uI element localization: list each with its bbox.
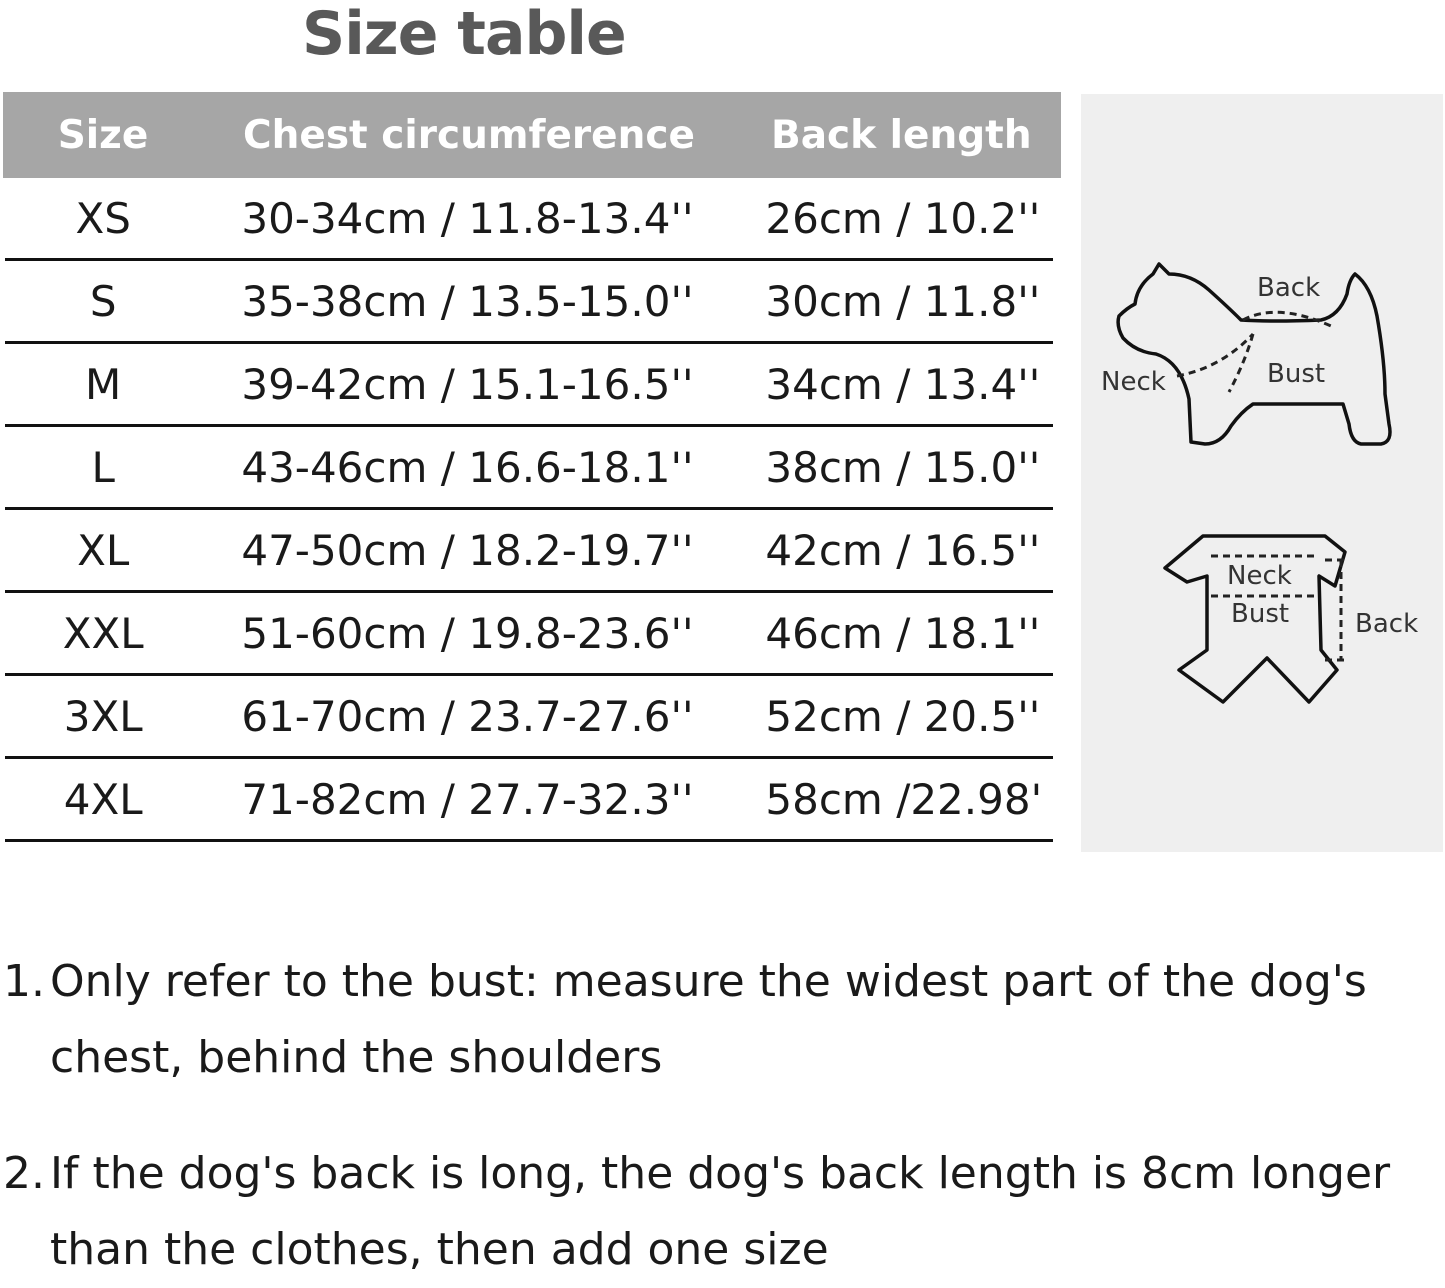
table-row — [5, 676, 1053, 759]
back-length-cell: 26cm / 10.2'' — [765, 193, 1041, 243]
back-length-cell: 46cm / 18.1'' — [765, 608, 1041, 658]
size-table — [3, 92, 1061, 842]
table-body — [3, 178, 1061, 842]
dog-outline-icon — [1118, 264, 1390, 444]
dog-neck-label: Neck — [1101, 367, 1166, 397]
size-cell: L — [91, 442, 115, 492]
note-1-line1: Only refer to the bust: measure the widest part of the dog's — [50, 956, 1367, 1007]
table-row — [5, 261, 1053, 344]
garment-neck-label: Neck — [1227, 561, 1292, 591]
back-length-cell: 30cm / 11.8'' — [765, 276, 1041, 326]
table-row — [5, 178, 1053, 261]
page-title: Size table — [302, 0, 626, 69]
chest-cell: 35-38cm / 13.5-15.0'' — [241, 276, 694, 326]
chest-cell: 47-50cm / 18.2-19.7'' — [241, 525, 694, 575]
size-cell: 4XL — [63, 774, 143, 824]
back-length-cell: 38cm / 15.0'' — [765, 442, 1041, 492]
table-header — [3, 92, 1061, 178]
header-chest: Chest circumference — [243, 112, 695, 158]
note-1-line2: chest, behind the shoulders — [50, 1032, 663, 1083]
note-1 — [3, 944, 1367, 1096]
note-2-line2: than the clothes, then add one size — [50, 1224, 829, 1275]
back-length-cell: 52cm / 20.5'' — [765, 691, 1041, 741]
chest-cell: 39-42cm / 15.1-16.5'' — [241, 359, 694, 409]
size-cell: XL — [77, 525, 130, 575]
bust-measure-line — [1229, 334, 1253, 392]
size-cell: XXL — [62, 608, 144, 658]
size-cell: 3XL — [63, 691, 143, 741]
chest-cell: 61-70cm / 23.7-27.6'' — [241, 691, 694, 741]
neck-measure-line — [1177, 334, 1253, 376]
note-1-number: 1. — [3, 956, 45, 1007]
size-cell: M — [85, 359, 122, 409]
table-row — [5, 427, 1053, 510]
chest-cell: 30-34cm / 11.8-13.4'' — [241, 193, 694, 243]
back-length-cell: 42cm / 16.5'' — [765, 525, 1041, 575]
size-cell: XS — [75, 193, 131, 243]
header-size: Size — [57, 112, 149, 158]
chest-cell: 71-82cm / 27.7-32.3'' — [241, 774, 694, 824]
measurement-diagram — [1081, 94, 1443, 852]
table-row — [5, 510, 1053, 593]
note-2-line1: If the dog's back is long, the dog's back length is 8cm longer — [50, 1148, 1391, 1199]
back-length-cell: 34cm / 13.4'' — [765, 359, 1041, 409]
table-row — [5, 344, 1053, 427]
table-row — [5, 759, 1053, 842]
table-row — [5, 593, 1053, 676]
garment-bust-label: Bust — [1231, 599, 1290, 629]
note-2 — [3, 1136, 1390, 1288]
dog-back-label: Back — [1257, 273, 1321, 303]
header-back-length: Back length — [771, 112, 1032, 158]
note-2-number: 2. — [3, 1148, 45, 1199]
chest-cell: 43-46cm / 16.6-18.1'' — [241, 442, 694, 492]
chest-cell: 51-60cm / 19.8-23.6'' — [241, 608, 694, 658]
size-cell: S — [89, 276, 117, 326]
back-length-cell: 58cm /22.98' — [765, 774, 1043, 824]
garment-back-label: Back — [1355, 609, 1419, 639]
dog-bust-label: Bust — [1267, 359, 1326, 389]
